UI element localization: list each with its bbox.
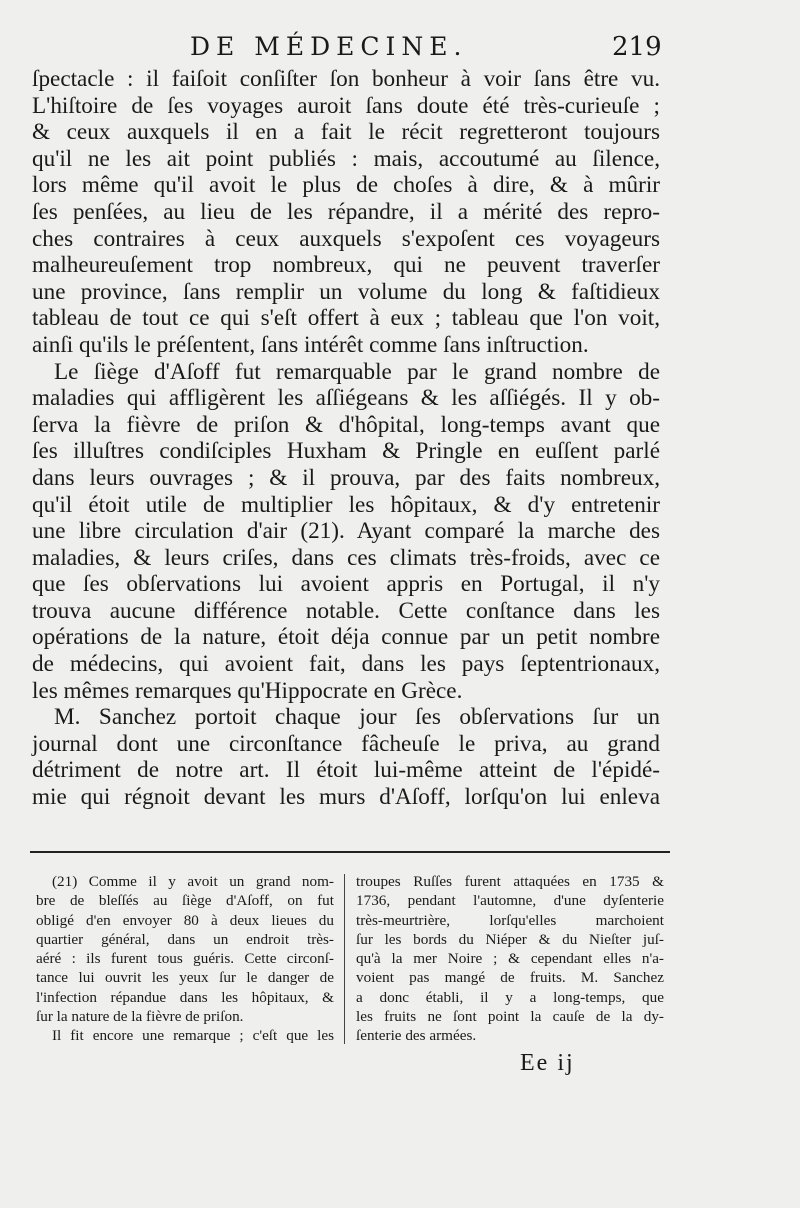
running-head: DE MÉDECINE. (190, 32, 468, 61)
text-line: que ſes obſervations lui avoient appris en Portugal, il n'y (32, 571, 660, 598)
text-line: une province, ſans remplir un volume du long & faſtidieux (32, 278, 660, 305)
text-line: détriment de notre art. Il étoit lui-même atteint de l'épidé- (32, 757, 660, 784)
main-text (32, 66, 660, 811)
footnote-line: a donc établi, il y a long-temps, que (356, 988, 664, 1006)
text-line: ainſi qu'ils le préſentent, ſans intérêt comme ſans inſtruction. (32, 331, 589, 358)
page-number: 219 (612, 32, 662, 62)
footnote-line: aéré : ils furent tous guéris. Cette circonſ- (36, 950, 334, 968)
footnote-line: très-meurtrière, lorſqu'elles marchoient (356, 911, 664, 929)
text-line: dans leurs ouvrages ; & il prouva, par des faits nombreux, (32, 464, 660, 491)
footnote-line: qu'à la mer Noire ; & cependant elles n'a- (356, 950, 664, 968)
text-line: journal dont une circonſtance fâcheuſe le priva, au grand (32, 730, 660, 757)
footnote-line: tance lui ouvrit les yeux ſur le danger de (36, 969, 334, 987)
footnote-line: bre de bleſſés au ſiège d'Aſoff, on fut (36, 892, 334, 910)
text-line: ſes illuſtres condiſciples Huxham & Pringle en euſſent parlé (32, 438, 660, 465)
text-line: ches contraires à ceux auxquels s'expoſent ces voyageurs (32, 225, 660, 252)
signature-mark: Ee ij (520, 1050, 575, 1076)
text-line: ſpectacle : il faiſoit conſiſter ſon bonheur à voir ſans être vu. (32, 66, 660, 92)
footnote-line: l'infection répandue dans les hôpitaux, & (36, 988, 334, 1006)
text-line: ſes penſées, au lieu de les répandre, il a mérité des repro- (32, 198, 660, 225)
footnote-left-column (36, 872, 334, 1046)
text-line: Le ſiège d'Aſoff fut remarquable par le grand nombre de (54, 358, 660, 385)
text-line: maladies qui affligèrent les aſſiégeans & les aſſiégés. Il y ob- (32, 385, 660, 412)
page-header (0, 26, 800, 66)
text-line: qu'il ne les ait point publiés : mais, accoutumé au ſilence, (32, 145, 660, 172)
text-line: M. Sanchez portoit chaque jour ſes obſervations ſur un (54, 704, 660, 731)
footnote-line: voient pas mangé de fruits. M. Sanchez (356, 969, 664, 987)
text-line: opérations de la nature, étoit déja connue par un petit nombre (32, 624, 660, 651)
footnote-rule (30, 851, 670, 853)
text-line: tableau de tout ce qui s'eſt offert à eux ; tableau que l'on voit, (32, 305, 660, 332)
text-line: les mêmes remarques qu'Hippocrate en Grèce. (32, 677, 463, 704)
text-line: malheureuſement trop nombreux, qui ne peuvent traverſer (32, 252, 660, 279)
footnote-line: (21) Comme il y avoit un grand nom- (52, 873, 334, 890)
text-line: de médecins, qui avoient fait, dans les pays ſeptentrionaux, (32, 651, 660, 678)
text-line: & ceux auxquels il en a fait le récit regretteront toujours (32, 119, 660, 146)
text-line: L'hiſtoire de ſes voyages auroit ſans doute été très-curieuſe ; (32, 92, 660, 119)
footnote-line: ſur les bords du Niéper & du Nieſter juſ- (356, 930, 664, 948)
footnote-line: troupes Ruſſes furent attaquées en 1735 & (356, 873, 664, 890)
footnote-line: Il fit encore une remarque ; c'eſt que les (52, 1027, 334, 1045)
footnote-column-divider (344, 874, 345, 1044)
text-line: ſerva la fièvre de priſon & d'hôpital, long-temps avant que (32, 411, 660, 438)
footnote-line: obligé d'en envoyer 80 à deux lieues du (36, 911, 334, 929)
text-line: mie qui régnoit devant les murs d'Aſoff, lorſqu'on lui enleva (32, 784, 660, 811)
footnote-right-column (356, 872, 664, 1046)
footnote-line: les fruits ne ſont point la cauſe de la dy- (356, 1008, 664, 1026)
text-line: trouva aucune différence notable. Cette conſtance dans les (32, 597, 660, 624)
text-line: qu'il étoit utile de multiplier les hôpitaux, & d'y entretenir (32, 491, 660, 518)
footnote-line: quartier général, dans un endroit très- (36, 930, 334, 948)
text-line: lors même qu'il avoit le plus de choſes à dire, & à mûrir (32, 172, 660, 199)
text-line: maladies, & leurs criſes, dans ces climats très-froids, avec ce (32, 544, 660, 571)
footnote-line: 1736, pendant l'automne, d'une dyſenterie (356, 892, 664, 910)
footnote-line: ſur la nature de la fièvre de priſon. (36, 1008, 244, 1026)
footnote-line: ſenterie des armées. (356, 1027, 477, 1045)
text-line: une libre circulation d'air (21). Ayant comparé la marche des (32, 518, 660, 545)
